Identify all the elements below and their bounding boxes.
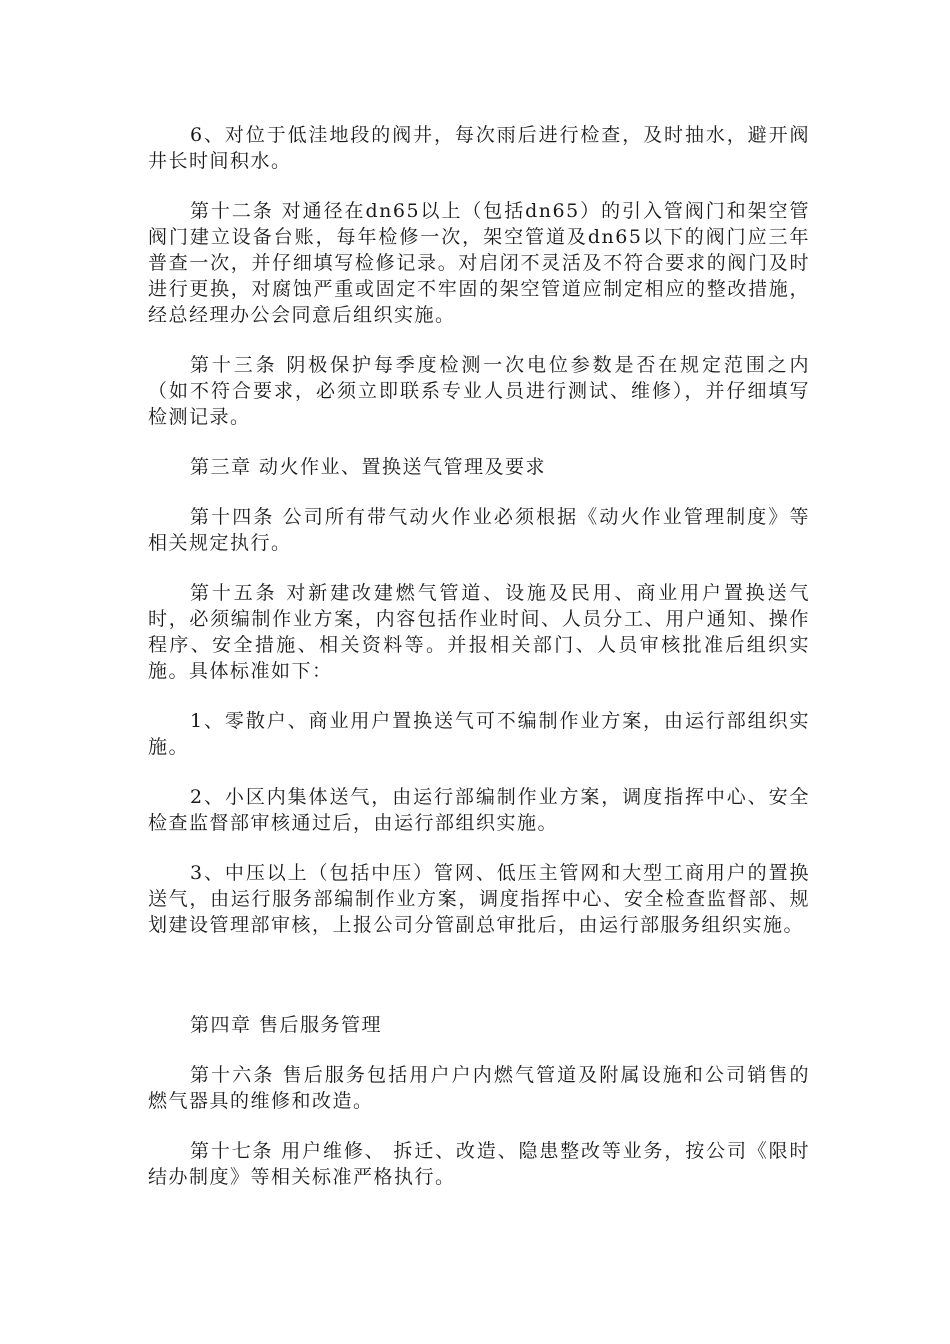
standard-item-3: 3、中压以上（包括中压）管网、低压主管网和大型工商用户的置换送气，由运行服务部编制作业方案，调度指挥中心、安全检查监督部、规划建设管理部审核，上报公司分管副总审批后，由运行部服务组织实施。 bbox=[148, 862, 810, 936]
chapter-3-heading: 第三章 动火作业、置换送气管理及要求 bbox=[190, 456, 547, 478]
paragraph-item-6: 6、对位于低洼地段的阀井，每次雨后进行检查，及时抽水，避开阀井长时间积水。 bbox=[148, 124, 810, 172]
article-14: 第十四条 公司所有带气动火作业必须根据《动火作业管理制度》等相关规定执行。 bbox=[148, 506, 810, 554]
article-12: 第十二条 对通径在dn65以上（包括dn65）的引入管阀门和架空管阀门建立设备台账，每年检修一次，架空管道及dn65以下的阀门应三年普查一次，并仔细填写检修记录。对启闭不灵活及不符合要求的阀门及时进行更换，对腐蚀严重或固定不牢固的架空管道应制定相应的整改措施，经总经理办公会同意后组织实施。 bbox=[148, 200, 810, 326]
standard-item-2: 2、小区内集体送气，由运行部编制作业方案，调度指挥中心、安全检查监督部审核通过后，由运行部组织实施。 bbox=[148, 786, 810, 834]
article-13: 第十三条 阴极保护每季度检测一次电位参数是否在规定范围之内（如不符合要求，必须立即联系专业人员进行测试、维修），并仔细填写检测记录。 bbox=[148, 354, 810, 428]
standard-item-1: 1、零散户、商业用户置换送气可不编制作业方案，由运行部组织实施。 bbox=[148, 710, 810, 758]
article-17: 第十七条 用户维修、 拆迁、改造、隐患整改等业务，按公司《限时结办制度》等相关标准严格执行。 bbox=[148, 1140, 810, 1188]
chapter-4-heading: 第四章 售后服务管理 bbox=[190, 1014, 383, 1036]
article-16: 第十六条 售后服务包括用户户内燃气管道及附属设施和公司销售的燃气器具的维修和改造。 bbox=[148, 1064, 810, 1112]
document-body bbox=[148, 122, 810, 1214]
article-15: 第十五条 对新建改建燃气管道、设施及民用、商业用户置换送气时，必须编制作业方案，内容包括作业时间、人员分工、用户通知、操作程序、安全措施、相关资料等。并报相关部门、人员审核批准后组织实施。具体标准如下： bbox=[148, 582, 810, 682]
section-spacer bbox=[148, 962, 810, 1012]
